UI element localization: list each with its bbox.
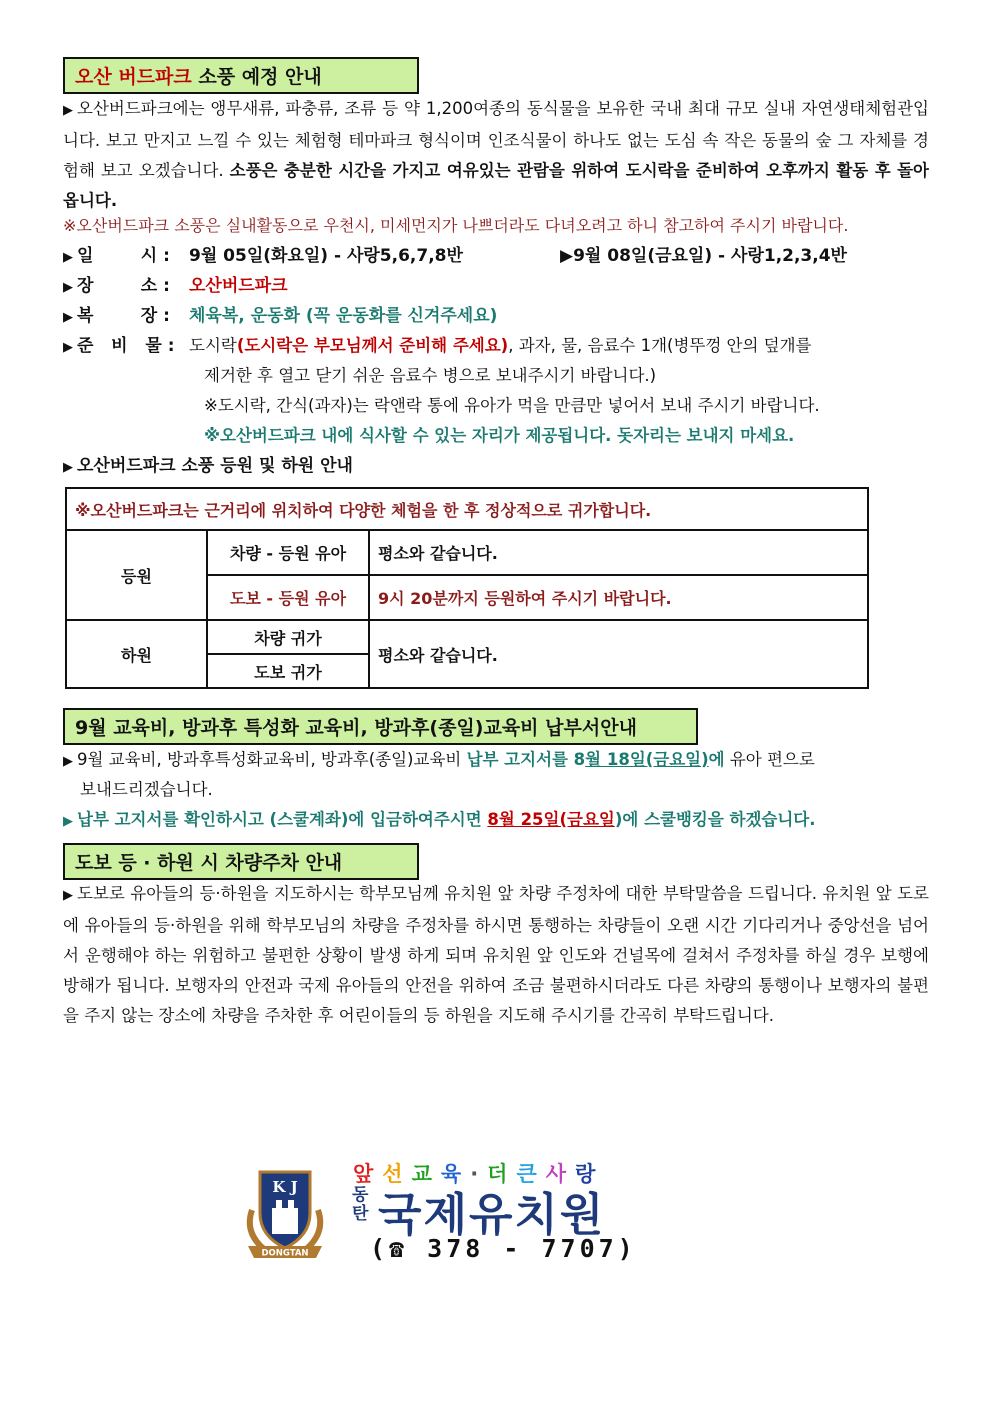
attend-heading: ▶ 오산버드파크 소풍 등원 및 하원 안내 bbox=[63, 454, 353, 480]
kindergarten-logo bbox=[240, 1158, 670, 1268]
leave-cell: 하원 bbox=[66, 620, 207, 688]
prep-line-3: ※도시락, 간식(과자)는 락앤락 통에 유아가 먹을 만큼만 넣어서 보내 주시기 바랍니다. bbox=[204, 396, 820, 415]
fee-line-2: 보내드리겠습니다. bbox=[80, 780, 213, 799]
triangle-bullet-icon: ▶ bbox=[63, 814, 73, 829]
slogan-char: 선 bbox=[382, 1162, 412, 1186]
kindergarten-name: 국제유치원 bbox=[378, 1188, 606, 1241]
leave-walk-cell: 도보 귀가 bbox=[207, 654, 369, 688]
arrive-walk-note: 9시 20분까지 등원하여 주시기 바랍니다. bbox=[369, 575, 868, 620]
attendance-table bbox=[65, 487, 869, 689]
arrive-walk-cell: 도보 - 등원 유아 bbox=[207, 575, 369, 620]
slogan-char: 큰 bbox=[516, 1162, 546, 1186]
prep-line-4: ※오산버드파크 내에 식사할 수 있는 자리가 제공됩니다. 돗자리는 보내지 마세요. bbox=[204, 426, 795, 445]
arrive-car-note: 평소와 같습니다. bbox=[369, 530, 868, 575]
triangle-bullet-icon: ▶ bbox=[63, 103, 73, 118]
triangle-bullet-icon: ▶ bbox=[63, 460, 73, 475]
section1-title: 오산 버드파크 소풍 예정 안내 bbox=[63, 57, 419, 94]
date-line: ▶ 일 시 : 9월 05일(화요일) - 사랑5,6,7,8반 bbox=[63, 244, 463, 270]
prep-line-2: 제거한 후 열고 닫기 쉬운 음료수 병으로 보내주시기 바랍니다.) bbox=[204, 366, 657, 385]
crest-banner: DONGTAN bbox=[261, 1248, 309, 1259]
slogan-char: 교 bbox=[411, 1162, 441, 1186]
table-header: ※오산버드파크는 근거리에 위치하여 다양한 체험을 한 후 정상적으로 귀가합니다. bbox=[66, 488, 868, 530]
prep-line: ▶ 준 비 물 : 도시락(도시락은 부모님께서 준비해 주세요), 과자, 물, 음료수 1개(병뚜껑 안의 덮개를 bbox=[63, 334, 811, 360]
triangle-bullet-icon: ▶ bbox=[63, 310, 73, 325]
triangle-bullet-icon: ▶ bbox=[63, 250, 73, 265]
intro-paragraph: ▶ 오산버드파크에는 앵무새류, 파충류, 조류 등 약 1,200여종의 동식물을 보유한 국내 최대 규모 실내 자연생태체험관입니다. 보고 만지고 느낄 수 있는 체험형 테마파크 형식이며 인조식물이 하나도 없는 도심 속 작은 동물의 숲 그 자체를 경험해 보고 오겠습니다. 소풍은 충분한 시간을 가지고 여유있는 관람을 위하여 도시락을 준비하여 오후까지 활동 후 돌아옵니다. bbox=[63, 94, 929, 216]
slogan-char: 더 bbox=[487, 1162, 517, 1186]
date-line-2: ▶9월 08일(금요일) - 사랑1,2,3,4반 bbox=[560, 246, 847, 266]
slogan-char: · bbox=[470, 1162, 488, 1186]
crest-initials: K J bbox=[272, 1178, 298, 1196]
triangle-bullet-icon: ▶ bbox=[63, 754, 73, 769]
triangle-bullet-icon: ▶ bbox=[63, 340, 73, 355]
slogan-char: 랑 bbox=[575, 1162, 605, 1186]
section2-title: 9월 교육비, 방과후 특성화 교육비, 방과후(종일)교육비 납부서안내 bbox=[63, 708, 698, 745]
triangle-bullet-icon: ▶ bbox=[63, 280, 73, 295]
logo-prefix: 동 탄 bbox=[352, 1185, 369, 1224]
place-line: ▶ 장 소 : 오산버드파크 bbox=[63, 274, 288, 300]
fee-line-1: ▶ 9월 교육비, 방과후특성화교육비, 방과후(종일)교육비 납부 고지서를 8월 18일(금요일)에 유아 편으로 bbox=[63, 748, 929, 774]
crest-icon bbox=[240, 1158, 330, 1263]
triangle-bullet-icon: ▶ bbox=[63, 888, 73, 903]
rain-notice: ※오산버드파크 소풍은 실내활동으로 우천시, 미세먼지가 나쁘더라도 다녀오려고 하니 참고하여 주시기 바랍니다. bbox=[63, 216, 849, 235]
leave-car-cell: 차량 귀가 bbox=[207, 620, 369, 654]
slogan-char: 사 bbox=[545, 1162, 576, 1186]
arrive-cell: 등원 bbox=[66, 530, 207, 620]
parking-paragraph: ▶ 도보로 유아들의 등·하원을 지도하시는 학부모님께 유치원 앞 차량 주정차에 대한 부탁말씀을 드립니다. 유치원 앞 도로에 유아들의 등·하원을 위해 학부모님의 차량을 주정차를 하시면 통행하는 차량들이 오랜 시간 기다리거나 중앙선을 넘어서 운행해야 하는 위험하고 불편한 상황이 발생 하게 되며 유치원 앞 인도와 건널목에 걸쳐서 주정차를 하실 경우 보행에 방해가 됩니다. 보행자의 안전과 국제 유아들의 안전을 위하여 조금 불편하시더라도 다른 차량의 통행이나 보행자의 불편을 주지 않는 장소에 차량을 주차한 후 어린이들의 등 하원을 지도해 주시기를 간곡히 부탁드립니다. bbox=[63, 879, 929, 1031]
leave-note: 평소와 같습니다. bbox=[369, 620, 868, 688]
dress-line: ▶ 복 장 : 체육복, 운동화 (꼭 운동화를 신겨주세요) bbox=[63, 304, 497, 330]
slogan-char: 앞 bbox=[353, 1162, 383, 1186]
fee-line-3: ▶ 납부 고지서를 확인하시고 (스쿨계좌)에 입금하여주시면 8월 25일(금요일)에 스쿨뱅킹을 하겠습니다. bbox=[63, 808, 815, 834]
phone-number: (☎ 378 - 7707) bbox=[370, 1234, 637, 1263]
arrive-car-cell: 차량 - 등원 유아 bbox=[207, 530, 369, 575]
section3-title: 도보 등 · 하원 시 차량주차 안내 bbox=[63, 843, 419, 880]
slogan-char: 육 bbox=[440, 1162, 471, 1186]
